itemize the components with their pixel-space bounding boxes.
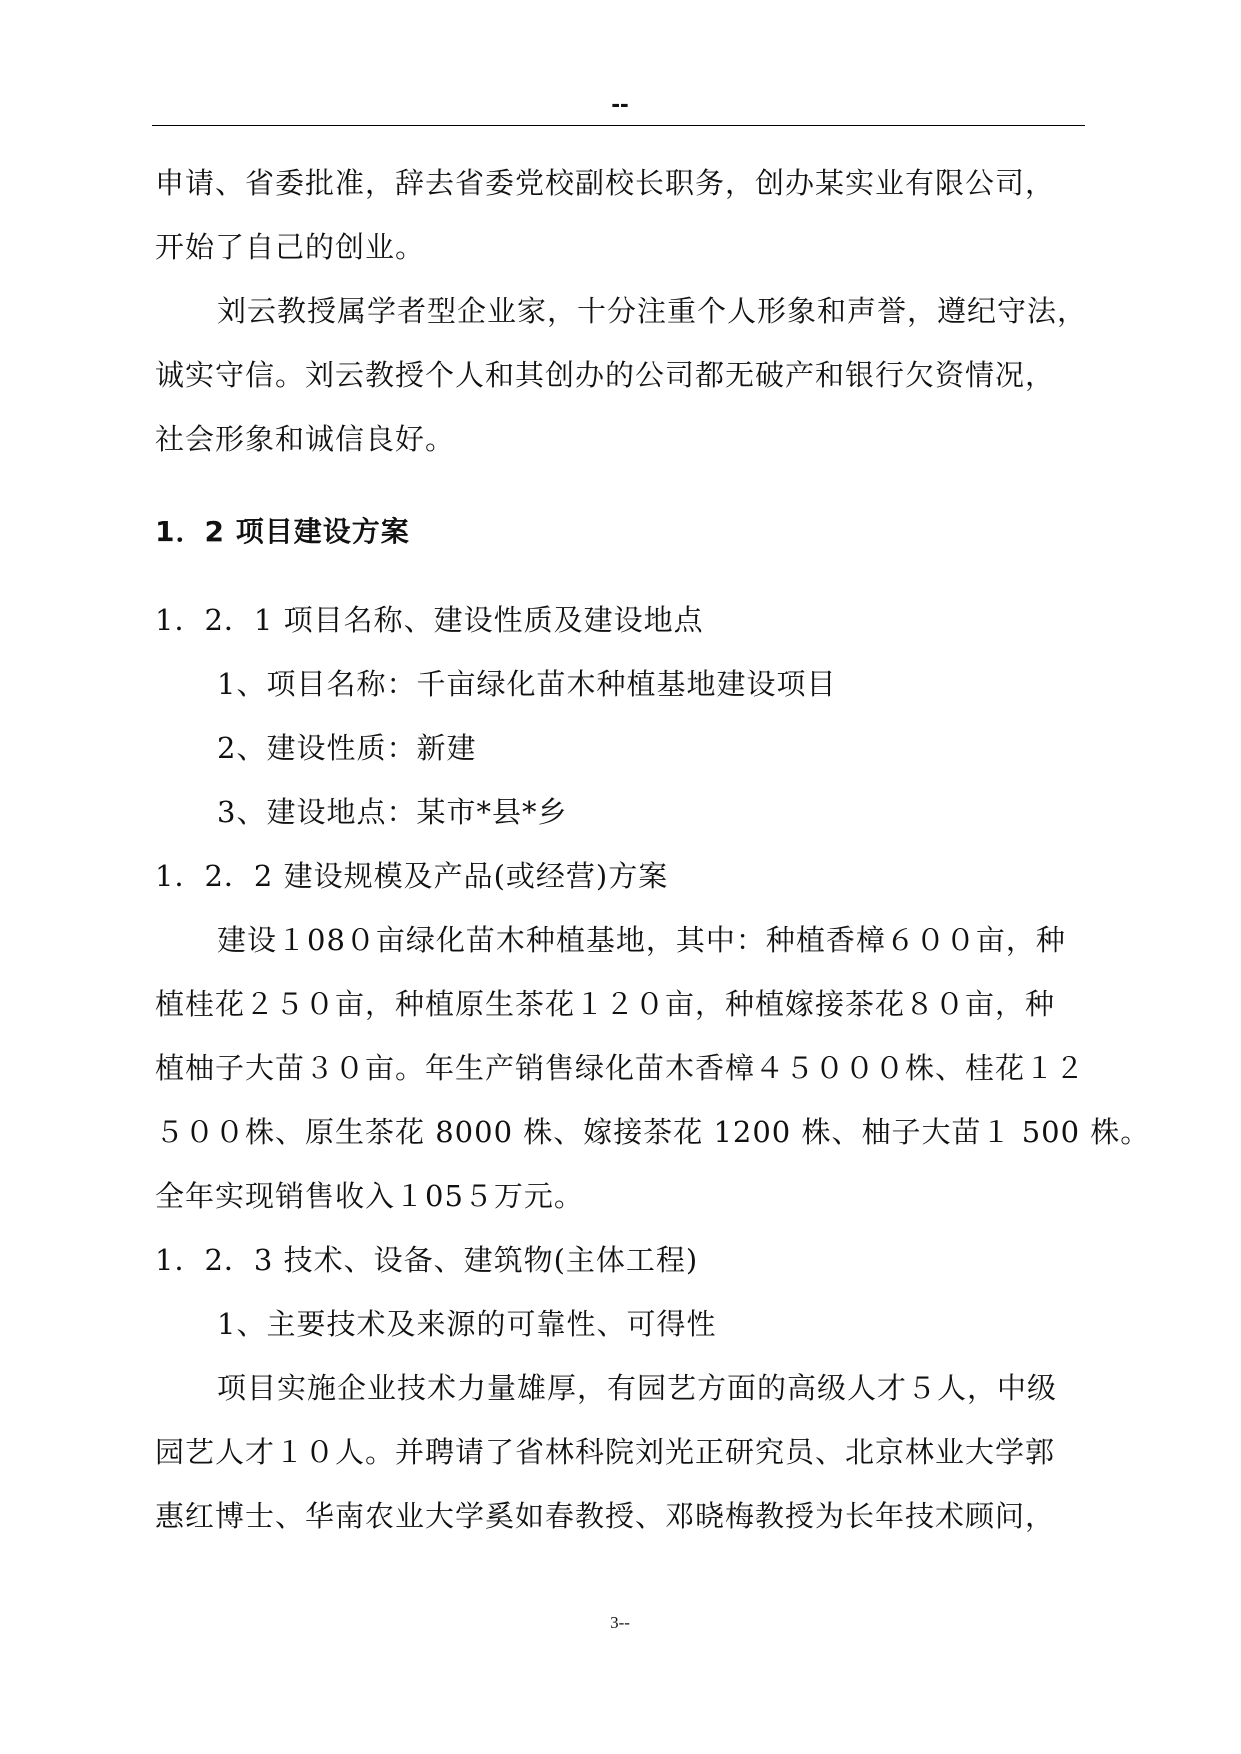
body-line: 刘云教授属学者型企业家，十分注重个人形象和声誉，遵纪守法， — [217, 294, 1088, 328]
list-item: 1、项目名称：千亩绿化苗木种植基地建设项目 — [217, 667, 837, 701]
list-item: 2、建设性质：新建 — [217, 731, 477, 765]
body-line: 园艺人才１０人。并聘请了省林科院刘光正研究员、北京林业大学郭 — [155, 1435, 1056, 1469]
body-line: 开始了自己的创业。 — [155, 230, 426, 264]
subsection-title: 1．2．3 技术、设备、建筑物(主体工程) — [155, 1243, 699, 1277]
subsection-title: 1．2．2 建设规模及产品(或经营)方案 — [155, 859, 669, 893]
page-number: 3-- — [610, 1613, 630, 1632]
list-item: 3、建设地点：某市*县*乡 — [217, 795, 568, 829]
body-line: ５００株、原生茶花 8000 株、嫁接茶花 1200 株、柚子大苗１ 500 株。 — [155, 1115, 1151, 1149]
section-heading: 1．2 项目建设方案 — [155, 515, 410, 548]
body-line: 惠红博士、华南农业大学奚如春教授、邓晓梅教授为长年技术顾问， — [155, 1499, 1056, 1533]
running-header: -- — [611, 88, 629, 118]
list-item: 1、主要技术及来源的可靠性、可得性 — [217, 1307, 717, 1341]
subsection-title: 1．2．1 项目名称、建设性质及建设地点 — [155, 603, 704, 637]
body-line: 诚实守信。刘云教授个人和其创办的公司都无破产和银行欠资情况， — [155, 358, 1056, 392]
body-line: 植柚子大苗３０亩。年生产销售绿化苗木香樟４５０００株、桂花１２ — [155, 1051, 1086, 1085]
body-line: 建设１08０亩绿化苗木种植基地，其中：种植香樟６００亩，种 — [217, 923, 1066, 957]
body-line: 社会形象和诚信良好。 — [155, 422, 456, 456]
body-line: 项目实施企业技术力量雄厚，有园艺方面的高级人才５人，中级 — [217, 1371, 1058, 1405]
body-line: 植桂花２５０亩，种植原生茶花１２０亩，种植嫁接茶花８０亩，种 — [155, 987, 1056, 1021]
header-rule — [152, 125, 1085, 126]
body-line: 申请、省委批准，辞去省委党校副校长职务，创办某实业有限公司， — [155, 166, 1056, 200]
body-line: 全年实现销售收入１05５万元。 — [155, 1179, 584, 1213]
